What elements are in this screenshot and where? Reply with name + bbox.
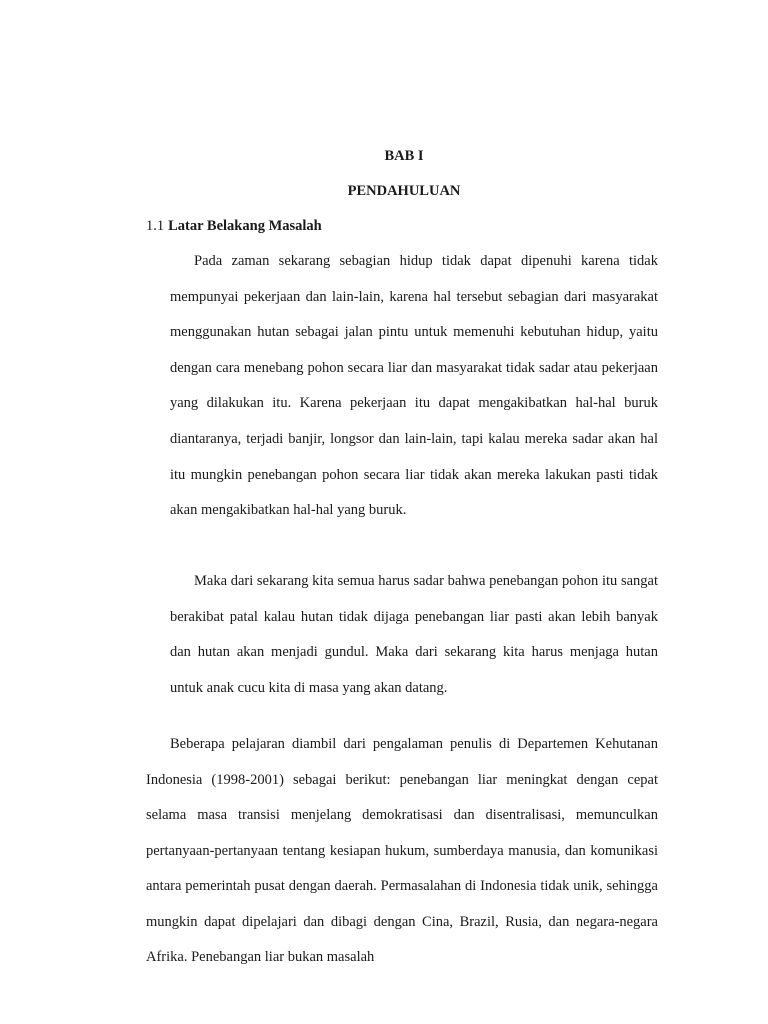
chapter-title: PENDAHULUAN (347, 183, 461, 199)
chapter-number: BAB I (384, 148, 424, 164)
body-paragraph: Pada zaman sekarang sebagian hidup tidak dapat dipenuhi karena tidak mempunyai pekerjaan dan lain-lain, karena hal tersebut sebagian dari masyarakat menggunakan hutan sebagai jalan pintu untuk memenuhi kebutuhan hidup, yaitu dengan cara menebang pohon secara liar dan masyarakat tidak sadar atau pekerjaan yang dilakukan itu. Karena pekerjaan itu dapat mengakibatkan hal-hal buruk diantaranya, terjadi banjir, longsor dan lain-lain, tapi kalau mereka sadar akan hal itu mungkin penebangan pohon secara liar tidak akan mereka lakukan pasti tidak akan mengakibatkan hal-hal yang buruk. (170, 253, 658, 519)
section-title: Latar Belakang Masalah (168, 218, 322, 234)
section-number: 1.1 (146, 218, 165, 234)
body-paragraph: Maka dari sekarang kita semua harus sadar bahwa penebangan pohon itu sangat berakibat patal kalau hutan tidak dijaga penebangan liar pasti akan lebih banyak dan hutan akan menjadi gundul. Maka dari sekarang kita harus menjaga hutan untuk anak cucu kita di masa yang akan datang. (170, 573, 658, 696)
body-paragraph: Beberapa pelajaran diambil dari pengalaman penulis di Departemen Kehutanan Indonesia (1998-2001) sebagai berikut: penebangan liar meningkat dengan cepat selama masa transisi menjelang demokratisasi dan disentralisasi, memunculkan pertanyaan-pertanyaan tentang kesiapan hukum, sumberdaya manusia, dan komunikasi antara pemerintah pusat dengan daerah. Permasalahan di Indonesia tidak unik, sehingga mungkin dapat dipelajari dan dibagi dengan Cina, Brazil, Rusia, dan negara-negara Afrika. Penebangan liar bukan masalah (146, 736, 658, 965)
section-heading (146, 218, 322, 235)
